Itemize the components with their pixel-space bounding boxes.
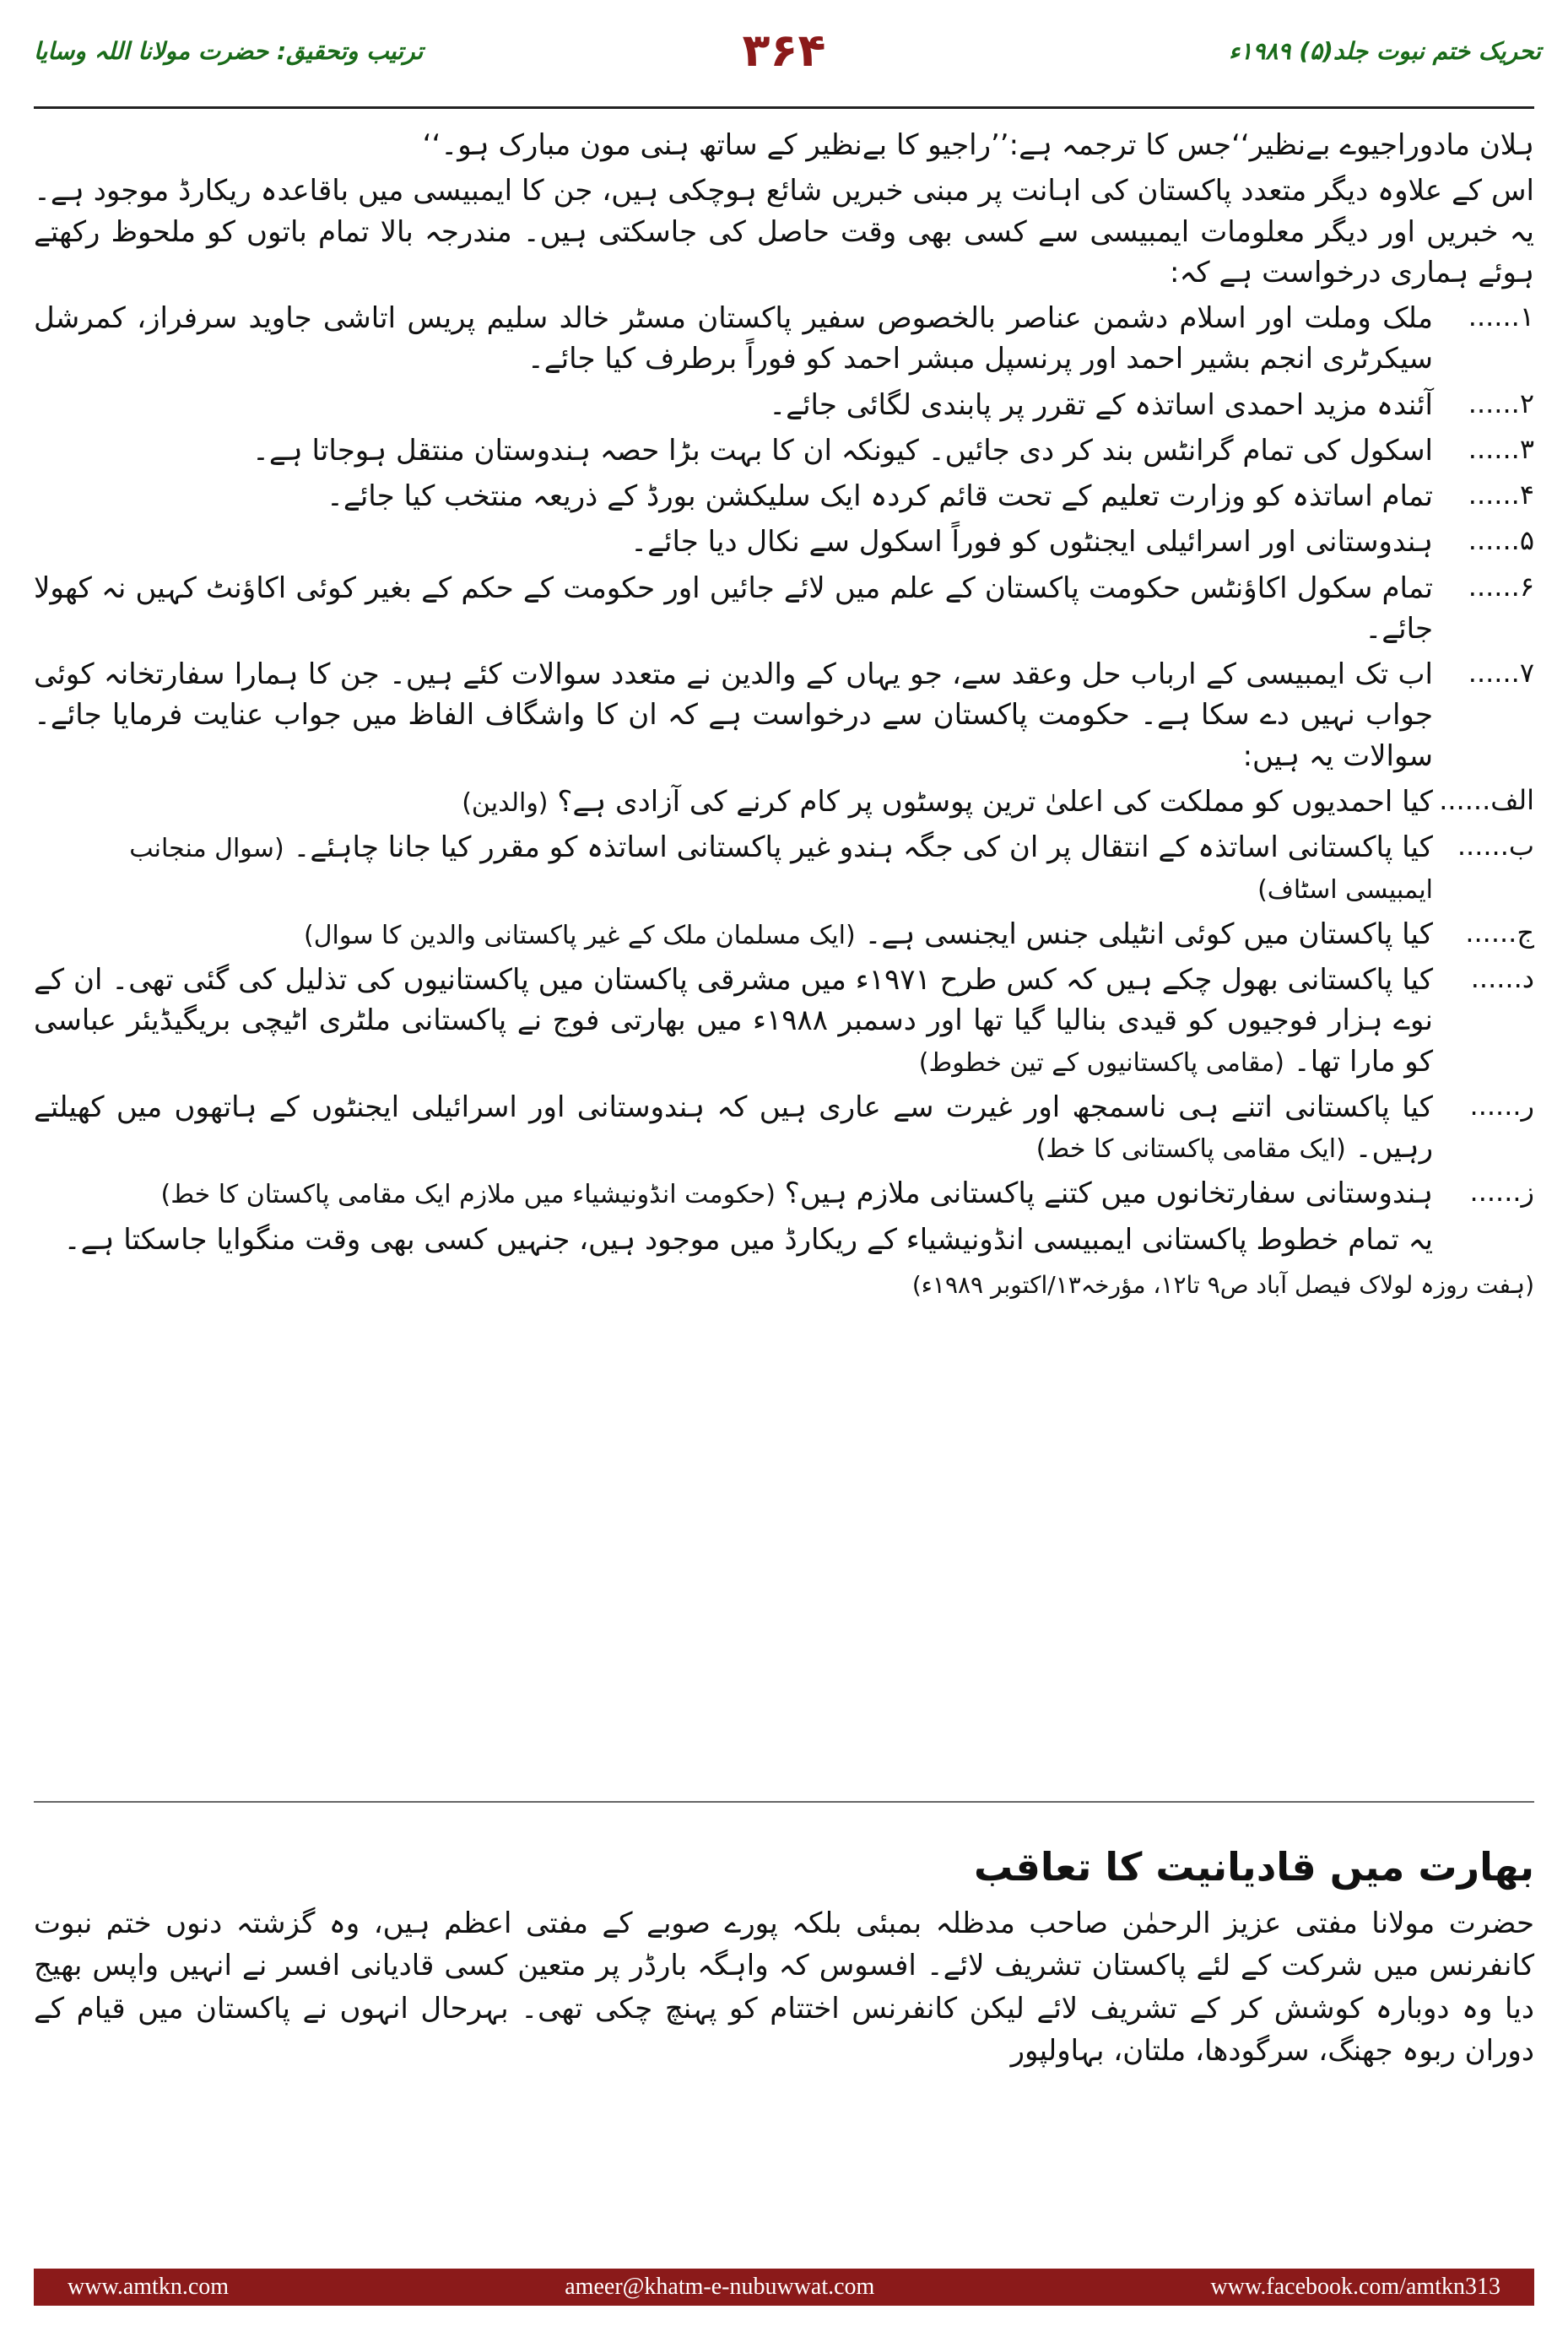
- list-marker: ۶......: [1468, 570, 1534, 603]
- question-text: ہندوستانی سفارتخانوں میں کتنے پاکستانی ملازم ہیں؟: [784, 1176, 1433, 1211]
- list-text: آئندہ مزید احمدی اساتذہ کے تقرر پر پابندی لگائی جائے۔: [769, 387, 1433, 422]
- question-text: کیا پاکستان میں کوئی انٹیلی جنس ایجنسی ہے۔: [864, 917, 1433, 951]
- question-item: [34, 960, 1534, 1082]
- list-item: [34, 385, 1534, 425]
- facebook-link[interactable]: www.facebook.com/amtkn313: [1210, 2274, 1500, 2300]
- question-item: [34, 827, 1534, 909]
- question-attribution: (ایک مسلمان ملک کے غیر پاکستانی والدین کا سوال): [304, 920, 856, 950]
- list-text: تمام سکول اکاؤنٹس حکومت پاکستان کے علم میں لائے جائیں اور حکومت کے حکم کے بغیر کوئی اکاؤنٹ کہیں نہ کھولا جائے۔: [34, 571, 1433, 646]
- list-text: تمام اساتذہ کو وزارت تعلیم کے تحت قائم کردہ ایک سلیکشن بورڈ کے ذریعہ منتخب کیا جائے۔: [327, 479, 1433, 514]
- list-marker: ۳......: [1468, 432, 1534, 465]
- list-item: [34, 568, 1534, 650]
- list-marker: ۴......: [1468, 479, 1534, 511]
- compiler-credit: ترتیب وتحقیق: حضرت مولانا اللہ وسایا: [34, 37, 424, 65]
- list-marker: ۱......: [1468, 300, 1534, 333]
- question-text: کیا پاکستانی بھول چکے ہیں کہ کس طرح ۱۹۷۱ء میں مشرقی پاکستان میں پاکستانیوں کی تذلیل کی گئی تھی۔ ان کے نوے ہزار فوجیوں کو قیدی بنالیا گیا تھا اور دسمبر ۱۹۸۸ء میں بھارتی فوج نے پاکستانی ملٹری اٹیچی بریگیڈیئر عباسی کو مارا تھا۔: [34, 963, 1434, 1079]
- list-item: [34, 298, 1534, 380]
- list-text: ملک وملت اور اسلام دشمن عناصر بالخصوص سفیر پاکستان مسٹر خالد سلیم پریس اتاشی جاوید سرفراز، کمرشل سیکرٹری انجم بشیر احمد اور پرنسپل مبشر احمد کو فوراً برطرف کیا جائے۔: [34, 301, 1433, 376]
- section-title: بھارت میں قادیانیت کا تعاقب: [974, 1844, 1534, 1890]
- list-marker: ۵......: [1468, 524, 1534, 557]
- book-title: تحریک ختم نبوت جلد(۵) ۱۹۸۹ء: [1229, 37, 1541, 65]
- page-number: ۳۶۴: [742, 24, 826, 77]
- section-paragraph: حضرت مولانا مفتی عزیز الرحمٰن صاحب مدظلہ بمبئی بلکہ پورے صوبے کے مفتی اعظم ہیں، وہ گزشتہ دنوں ختم نبوت کانفرنس میں شرکت کے لئے پاکستان تشریف لائے۔ افسوس کہ واہگہ بارڈر پر متعین کسی قادیانی افسر نے انہیں واپس بھیج دیا وہ دوبارہ کوشش کر کے تشریف لائے لیکن کانفرنس اختتام کو پہنچ چکی تھی۔ بہرحال انہوں نے پاکستان میں قیام کے دوران ربوہ جھنگ، سرگودھا، ملتان، بہاولپور: [34, 1907, 1534, 2069]
- question-attribution: (ایک مقامی پاکستانی کا خط): [1035, 1134, 1346, 1165]
- header-rule: [34, 106, 1534, 109]
- question-item: [34, 914, 1534, 955]
- list-item: [34, 430, 1534, 471]
- source-citation: (ہفت روزہ لولاک فیصل آباد ص۹ تا۱۲، مؤرخہ۱۳/اکتوبر ۱۹۸۹ء): [911, 1270, 1534, 1299]
- closing-text: یہ تمام خطوط پاکستانی ایمبیسی انڈونیشیاء کے ریکارڈ میں موجود ہیں، جنہیں کسی بھی وقت منگوایا جاسکتا ہے۔: [63, 1222, 1433, 1257]
- paragraph: اس کے علاوہ دیگر متعدد پاکستان کی اہانت پر مبنی خبریں شائع ہوچکی ہیں، جن کا ایمبیسی میں باقاعدہ ریکارڈ موجود ہے۔ یہ خبریں اور دیگر معلومات ایمبیسی سے کسی بھی وقت حاصل کی جاسکتی ہیں۔ مندرجہ بالا تمام باتوں کو ملحوظ رکھتے ہوئے ہماری درخواست ہے کہ:: [34, 174, 1534, 289]
- page-header: [0, 0, 1568, 101]
- list-marker: ۷......: [1468, 657, 1534, 690]
- question-text: کیا پاکستانی اتنے ہی ناسمجھ اور غیرت سے عاری ہیں کہ ہندوستانی اور اسرائیلی ایجنٹوں کے ہاتھوں میں کھیلتے رہیں۔: [34, 1090, 1433, 1166]
- news-section: [34, 1818, 1534, 2077]
- list-item: [34, 654, 1534, 776]
- question-marker: ج......: [1465, 916, 1534, 949]
- question-marker: د......: [1470, 962, 1534, 995]
- list-item: [34, 476, 1534, 517]
- question-marker: الف......: [1439, 783, 1534, 816]
- closing-note: [34, 1220, 1534, 1260]
- section-divider: [34, 1801, 1534, 1803]
- question-attribution: (سوال منجانب ایمبیسی اسٹاف): [129, 834, 1433, 905]
- list-text: اب تک ایمبیسی کے ارباب حل وعقد سے، جو یہاں کے والدین نے متعدد سوالات کئے ہیں۔ جن کا ہمارا سفارتخانہ کوئی جواب نہیں دے سکا ہے۔ حکومت پاکستان سے درخواست ہے کہ ان کا واشگاف الفاظ میں جواب عنایت فرمایا جائے۔ سوالات یہ ہیں:: [34, 657, 1433, 773]
- list-item: [34, 522, 1534, 562]
- question-marker: ر......: [1469, 1089, 1534, 1122]
- question-text: کیا پاکستانی اساتذہ کے انتقال پر ان کی جگہ ہندو غیر پاکستانی اساتذہ کو مقرر کیا جانا چاہئے۔: [293, 830, 1433, 865]
- question-item: [34, 782, 1534, 822]
- question-attribution: (والدین): [462, 787, 549, 818]
- list-marker: ۲......: [1468, 387, 1534, 419]
- page-footer: [34, 2269, 1534, 2306]
- website-link[interactable]: www.amtkn.com: [68, 2274, 230, 2300]
- question-attribution: (حکومت انڈونیشیاء میں ملازم ایک مقامی پاکستان کا خط): [160, 1180, 776, 1210]
- article-body: [34, 125, 1534, 1302]
- question-marker: ز......: [1469, 1176, 1534, 1209]
- email-link[interactable]: ameer@khatm-e-nubuwwat.com: [565, 2274, 875, 2300]
- list-text: اسکول کی تمام گرانٹس بند کر دی جائیں۔ کیونکہ ان کا بہت بڑا حصہ ہندوستان منتقل ہوجاتا ہے۔: [251, 433, 1433, 468]
- question-attribution: (مقامی پاکستانیوں کے تین خطوط): [918, 1047, 1284, 1078]
- paragraph: ہلان مادوراجیوے بےنظیر‘‘جس کا ترجمہ ہے:’’راجیو کا بےنظیر کے ساتھ ہنی مون مبارک ہو۔‘‘: [422, 128, 1534, 162]
- question-text: کیا احمدیوں کو مملکت کی اعلیٰ ترین پوسٹوں پر کام کرنے کی آزادی ہے؟: [557, 784, 1433, 819]
- question-marker: ب......: [1457, 830, 1534, 863]
- list-text: ہندوستانی اور اسرائیلی ایجنٹوں کو فوراً اسکول سے نکال دیا جائے۔: [630, 525, 1433, 560]
- question-item: [34, 1087, 1534, 1169]
- question-item: [34, 1173, 1534, 1214]
